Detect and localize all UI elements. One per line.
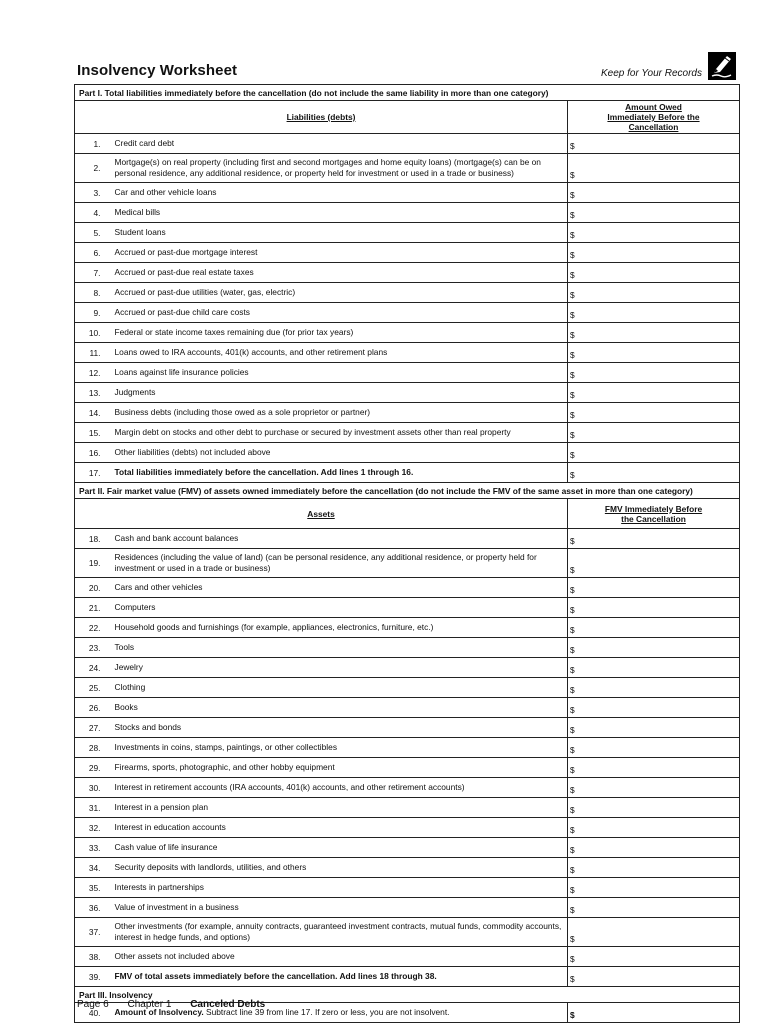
line-number: 32. — [75, 818, 109, 838]
fmv-header-line-2: the Cancellation — [621, 513, 686, 524]
line-description: Cars and other vehicles — [109, 578, 568, 598]
amount-field[interactable]: $ — [568, 443, 740, 463]
line-number: 13. — [75, 383, 109, 403]
part-2-column-header-row — [75, 499, 740, 529]
line-description: Other investments (for example, annuity contracts, guaranteed investment contracts, mutual funds, commodity accounts, interest in hedge funds, and options) — [109, 918, 568, 947]
line-row — [75, 323, 740, 343]
line-row — [75, 203, 740, 223]
line-number: 17. — [75, 463, 109, 483]
amount-field[interactable]: $ — [568, 223, 740, 243]
amount-field[interactable]: $ — [568, 778, 740, 798]
line-description: Interests in partnerships — [109, 878, 568, 898]
amount-field[interactable]: $ — [568, 549, 740, 578]
chapter-title: Canceled Debts — [190, 999, 266, 1010]
line-number: 7. — [75, 263, 109, 283]
amount-field[interactable]: $ — [568, 303, 740, 323]
line-row — [75, 263, 740, 283]
line-row — [75, 898, 740, 918]
line-description: Margin debt on stocks and other debt to purchase or secured by investment assets other than real property — [109, 423, 568, 443]
line-row — [75, 758, 740, 778]
line-number: 15. — [75, 423, 109, 443]
line-number: 24. — [75, 658, 109, 678]
line-number: 18. — [75, 529, 109, 549]
amount-field[interactable]: $ — [568, 678, 740, 698]
part-2-heading-row — [75, 483, 740, 499]
line-row — [75, 223, 740, 243]
line-description: Car and other vehicle loans — [109, 183, 568, 203]
line-number: 40. — [75, 1003, 109, 1023]
line-description: Business debts (including those owed as a sole proprietor or partner) — [109, 403, 568, 423]
line-number: 3. — [75, 183, 109, 203]
amount-field[interactable]: $ — [568, 698, 740, 718]
fmv-header-line-1: FMV Immediately Before — [604, 503, 703, 514]
line-number: 22. — [75, 618, 109, 638]
amount-field[interactable]: $ — [568, 738, 740, 758]
line-number: 33. — [75, 838, 109, 858]
line-description: Federal or state income taxes remaining due (for prior tax years) — [109, 323, 568, 343]
line-description: Jewelry — [109, 658, 568, 678]
part-1-column-header-row — [75, 101, 740, 134]
line-description: Judgments — [109, 383, 568, 403]
keep-for-records-note: Keep for Your Records — [601, 68, 702, 79]
line-row — [75, 858, 740, 878]
line-description: Credit card debt — [109, 134, 568, 154]
page-footer — [77, 999, 281, 1010]
line-row — [75, 549, 740, 578]
line-number: 12. — [75, 363, 109, 383]
line-description: Accrued or past-due child care costs — [109, 303, 568, 323]
page-title: Insolvency Worksheet — [77, 62, 238, 79]
line-number: 2. — [75, 154, 109, 183]
line-row — [75, 183, 740, 203]
line-row — [75, 383, 740, 403]
line-description: Security deposits with landlords, utilities, and others — [109, 858, 568, 878]
line-number: 23. — [75, 638, 109, 658]
amount-field[interactable]: $ — [568, 203, 740, 223]
line-row — [75, 578, 740, 598]
line-number: 36. — [75, 898, 109, 918]
line-description: Loans against life insurance policies — [109, 363, 568, 383]
line-row — [75, 738, 740, 758]
line-description: FMV of total assets immediately before the cancellation. Add lines 18 through 38. — [109, 967, 568, 987]
line-row — [75, 878, 740, 898]
amount-field[interactable]: $ — [568, 798, 740, 818]
line-number: 30. — [75, 778, 109, 798]
line-number: 39. — [75, 967, 109, 987]
pencil-icon — [707, 51, 737, 81]
amount-field[interactable]: $ — [568, 463, 740, 483]
line-number: 35. — [75, 878, 109, 898]
line-row — [75, 134, 740, 154]
line-description: Student loans — [109, 223, 568, 243]
amount-owed-column-header — [568, 101, 740, 134]
amount-field[interactable]: $ — [568, 323, 740, 343]
amount-field[interactable]: $ — [568, 638, 740, 658]
line-description: Books — [109, 698, 568, 718]
amount-field[interactable]: $ — [568, 838, 740, 858]
line-description: Other assets not included above — [109, 947, 568, 967]
line-description: Mortgage(s) on real property (including first and second mortgages and home equity loans) (mortgage(s) can be on personal residence, any additional residence, or property held for investment or used in a trade or business) — [109, 154, 568, 183]
page-number: Page 6 — [77, 999, 109, 1010]
line-description: Accrued or past-due mortgage interest — [109, 243, 568, 263]
line-description: Stocks and bonds — [109, 718, 568, 738]
line-row — [75, 598, 740, 618]
amount-field[interactable]: $ — [568, 967, 740, 987]
line-description: Accrued or past-due real estate taxes — [109, 263, 568, 283]
amount-field[interactable]: $ — [568, 718, 740, 738]
line-row — [75, 463, 740, 483]
line-row — [75, 283, 740, 303]
amount-field[interactable]: $ — [568, 383, 740, 403]
line-number: 1. — [75, 134, 109, 154]
assets-column-header: Assets — [75, 499, 568, 529]
amount-owed-header-line-3: Cancellation — [628, 122, 679, 132]
line-description: Interest in education accounts — [109, 818, 568, 838]
amount-field[interactable]: $ — [568, 858, 740, 878]
line-row — [75, 778, 740, 798]
line-description: Medical bills — [109, 203, 568, 223]
amount-field[interactable]: $ — [568, 918, 740, 947]
amount-field[interactable]: $ — [568, 818, 740, 838]
line-number: 21. — [75, 598, 109, 618]
line-number: 20. — [75, 578, 109, 598]
amount-field[interactable]: $ — [568, 154, 740, 183]
line-description: Interest in a pension plan — [109, 798, 568, 818]
amount-field[interactable]: $ — [568, 343, 740, 363]
part-1-heading-row — [75, 85, 740, 101]
line-description: Other liabilities (debts) not included above — [109, 443, 568, 463]
line-number: 11. — [75, 343, 109, 363]
line-row — [75, 403, 740, 423]
line-row — [75, 303, 740, 323]
amount-owed-header-line-1: Amount Owed — [625, 102, 682, 112]
line-row — [75, 363, 740, 383]
amount-field[interactable]: $ — [568, 598, 740, 618]
amount-of-insolvency-field[interactable]: $ — [568, 1003, 740, 1023]
line-number: 28. — [75, 738, 109, 758]
line-row — [75, 658, 740, 678]
line-row — [75, 678, 740, 698]
line-number: 38. — [75, 947, 109, 967]
line-number: 9. — [75, 303, 109, 323]
liabilities-column-header: Liabilities (debts) — [75, 101, 568, 134]
part-3-heading: Part III. Insolvency — [75, 987, 740, 1003]
line-row — [75, 443, 740, 463]
line-description: Firearms, sports, photographic, and other hobby equipment — [109, 758, 568, 778]
line-description: Residences (including the value of land) (can be personal residence, any additional residence, or property held for investment or used in a trade or business) — [109, 549, 568, 578]
line-description: Interest in retirement accounts (IRA accounts, 401(k) accounts, and other retirement accounts) — [109, 778, 568, 798]
line-number: 16. — [75, 443, 109, 463]
line-description: Clothing — [109, 678, 568, 698]
line-number: 4. — [75, 203, 109, 223]
line-description: Accrued or past-due utilities (water, gas, electric) — [109, 283, 568, 303]
line-row — [75, 798, 740, 818]
amount-field[interactable]: $ — [568, 134, 740, 154]
line-row — [75, 947, 740, 967]
line-description: Computers — [109, 598, 568, 618]
line-row — [75, 638, 740, 658]
line-number: 10. — [75, 323, 109, 343]
line-description: Total liabilities immediately before the cancellation. Add lines 1 through 16. — [109, 463, 568, 483]
amount-field[interactable]: $ — [568, 758, 740, 778]
line-row — [75, 243, 740, 263]
line-description: Cash value of life insurance — [109, 838, 568, 858]
line-row — [75, 423, 740, 443]
amount-field[interactable]: $ — [568, 243, 740, 263]
line-row — [75, 967, 740, 987]
line-number: 26. — [75, 698, 109, 718]
line-description: Value of investment in a business — [109, 898, 568, 918]
line-number: 34. — [75, 858, 109, 878]
insolvency-worksheet-table — [74, 84, 740, 1023]
line-description: Cash and bank account balances — [109, 529, 568, 549]
amount-field[interactable]: $ — [568, 423, 740, 443]
line-description: Tools — [109, 638, 568, 658]
line-number: 37. — [75, 918, 109, 947]
line-row — [75, 818, 740, 838]
amount-field[interactable]: $ — [568, 283, 740, 303]
part-1-heading: Part I. Total liabilities immediately before the cancellation (do not include the same liability in more than one category) — [75, 85, 740, 101]
amount-field[interactable]: $ — [568, 898, 740, 918]
line-description: Investments in coins, stamps, paintings, or other collectibles — [109, 738, 568, 758]
amount-field[interactable]: $ — [568, 618, 740, 638]
amount-field[interactable]: $ — [568, 578, 740, 598]
line-number: 6. — [75, 243, 109, 263]
line-row — [75, 718, 740, 738]
line-row — [75, 698, 740, 718]
amount-field[interactable]: $ — [568, 529, 740, 549]
line-row — [75, 529, 740, 549]
amount-field[interactable]: $ — [568, 183, 740, 203]
amount-field[interactable]: $ — [568, 878, 740, 898]
amount-field[interactable]: $ — [568, 363, 740, 383]
line-description: Household goods and furnishings (for example, appliances, electronics, furniture, etc.) — [109, 618, 568, 638]
line-row — [75, 343, 740, 363]
chapter-label: Chapter 1 — [127, 999, 172, 1010]
line-number: 5. — [75, 223, 109, 243]
line-number: 31. — [75, 798, 109, 818]
line-number: 29. — [75, 758, 109, 778]
part-2-heading: Part II. Fair market value (FMV) of assets owned immediately before the cancellation (do not include the FMV of the same asset in more than one category) — [75, 483, 740, 499]
amount-field[interactable]: $ — [568, 403, 740, 423]
line-row — [75, 918, 740, 947]
line-number: 8. — [75, 283, 109, 303]
line-row — [75, 838, 740, 858]
amount-field[interactable]: $ — [568, 263, 740, 283]
amount-field[interactable]: $ — [568, 947, 740, 967]
line-row — [75, 618, 740, 638]
insolvency-instruction: Subtract line 39 from line 17. If zero or less, you are not insolvent. — [203, 1007, 450, 1017]
amount-field[interactable]: $ — [568, 658, 740, 678]
line-number: 14. — [75, 403, 109, 423]
amount-owed-header-line-2: Immediately Before the — [607, 112, 700, 122]
line-number: 25. — [75, 678, 109, 698]
line-number: 27. — [75, 718, 109, 738]
line-number: 19. — [75, 549, 109, 578]
line-description: Loans owed to IRA accounts, 401(k) accounts, and other retirement plans — [109, 343, 568, 363]
insolvency-label: Amount of Insolvency. — [114, 1007, 204, 1017]
line-row — [75, 154, 740, 183]
fmv-column-header — [568, 499, 740, 529]
